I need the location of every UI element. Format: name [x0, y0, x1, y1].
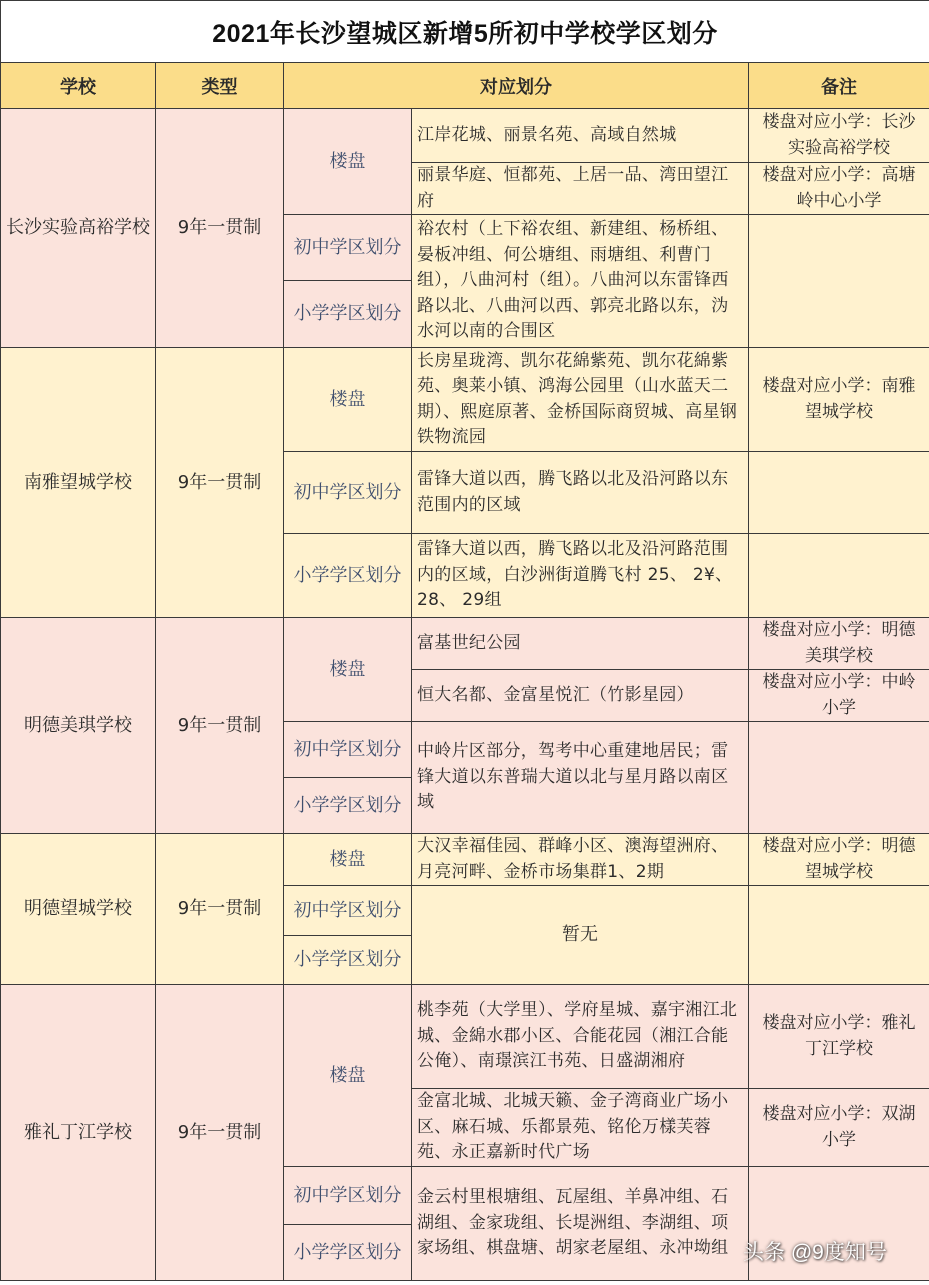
primary-district-label: 小学学区划分: [284, 936, 412, 985]
school-name: 长沙实验高裕学校: [1, 109, 156, 348]
remark-empty: [749, 452, 929, 534]
primary-note: 楼盘对应小学：双湖小学: [749, 1089, 929, 1167]
school-type: 9年一贯制: [156, 109, 284, 348]
primary-district-text: 雷锋大道以西，腾飞路以北及沿河路范围内的区域，白沙洲街道腾飞村 25、 2¥、 28、 29组: [412, 534, 749, 618]
school-type: 9年一贯制: [156, 985, 284, 1281]
estate-list: 江岸花城、丽景名苑、高域自然城: [412, 109, 749, 163]
primary-note: 楼盘对应小学：高塘岭中心小学: [749, 163, 929, 215]
primary-note: 楼盘对应小学：明德美琪学校: [749, 618, 929, 670]
header-type: 类型: [156, 63, 284, 109]
primary-district-label: 小学学区划分: [284, 281, 412, 348]
middle-district-text: 雷锋大道以西，腾飞路以北及沿河路以东范围内的区域: [412, 452, 749, 534]
estate-list: 丽景华庭、恒都苑、上居一品、湾田望江府: [412, 163, 749, 215]
school-name: 雅礼丁江学校: [1, 985, 156, 1281]
primary-note: 楼盘对应小学：明德望城学校: [749, 834, 929, 886]
estate-label: 楼盘: [284, 985, 412, 1167]
primary-district-label: 小学学区划分: [284, 778, 412, 834]
header-division: 对应划分: [284, 63, 749, 109]
middle-district-label: 初中学区划分: [284, 452, 412, 534]
district-text: 暂无: [412, 886, 749, 985]
middle-district-label: 初中学区划分: [284, 1167, 412, 1225]
district-text: 中岭片区部分，驾考中心重建地居民；雷锋大道以东普瑞大道以北与星月路以南区域: [412, 722, 749, 834]
watermark: 头条 @9度知号: [743, 1241, 887, 1264]
estate-list: 金富北城、北城天籁、金子湾商业广场小区、麻石城、乐都景苑、铭伦万樣芙蓉苑、永正嘉新时代广场: [412, 1089, 749, 1167]
primary-note: 楼盘对应小学：长沙实验高裕学校: [749, 109, 929, 163]
estate-list: 富基世纪公园: [412, 618, 749, 670]
estate-list: 桃李苑（大学里）、学府星城、嘉宇湘江北城、金綿水郡小区、合能花园（湘江合能公俺）、南璟滨江书苑、日盛湖湘府: [412, 985, 749, 1089]
school-type: 9年一贯制: [156, 618, 284, 834]
remark-empty: [749, 215, 929, 348]
school-name: 南雅望城学校: [1, 348, 156, 618]
remark-empty: [749, 534, 929, 618]
school-type: 9年一贯制: [156, 348, 284, 618]
primary-district-label: 小学学区划分: [284, 534, 412, 618]
estate-list: 长房星珑湾、凯尔花綿紫苑、凯尔花綿紫苑、奥莱小镇、鸿海公园里（山水蓝天二期）、熙庭原著、金桥国际商贸城、高星钢铁物流园: [412, 348, 749, 452]
estate-label: 楼盘: [284, 834, 412, 886]
table-title: 2021年长沙望城区新增5所初中学校学区划分: [1, 1, 929, 63]
header-remark: 备注: [749, 63, 929, 109]
primary-note: 楼盘对应小学：南雅望城学校: [749, 348, 929, 452]
district-text: 金云村里根塘组、瓦屋组、羊鼻冲组、石湖组、金家珑组、长堤洲组、李湖组、项家场组、棋盘塘、胡家老屋组、永冲坳组: [412, 1167, 749, 1281]
primary-district-label: 小学学区划分: [284, 1225, 412, 1281]
estate-label: 楼盘: [284, 109, 412, 215]
school-name: 明德望城学校: [1, 834, 156, 985]
middle-district-label: 初中学区划分: [284, 886, 412, 936]
middle-district-label: 初中学区划分: [284, 722, 412, 778]
middle-district-label: 初中学区划分: [284, 215, 412, 281]
school-type: 9年一贯制: [156, 834, 284, 985]
estate-label: 楼盘: [284, 618, 412, 722]
district-text: 裕农村（上下裕农组、新建组、杨桥组、晏板冲组、何公塘组、雨塘组、利曹门组），八曲河村（组）。八曲河以东雷锋西路以北、八曲河以西、郭亮北路以东，沩水河以南的合围区: [412, 215, 749, 348]
school-name: 明德美琪学校: [1, 618, 156, 834]
primary-note: 楼盘对应小学：中岭小学: [749, 670, 929, 722]
estate-list: 恒大名都、金富星悦汇（竹影星园）: [412, 670, 749, 722]
remark-empty: [749, 886, 929, 985]
estate-list: 大汉幸福佳园、群峰小区、澳海望洲府、月亮河畔、金桥市场集群1、2期: [412, 834, 749, 886]
header-school: 学校: [1, 63, 156, 109]
primary-note: 楼盘对应小学：雅礼丁江学校: [749, 985, 929, 1089]
remark-empty: [749, 722, 929, 834]
estate-label: 楼盘: [284, 348, 412, 452]
